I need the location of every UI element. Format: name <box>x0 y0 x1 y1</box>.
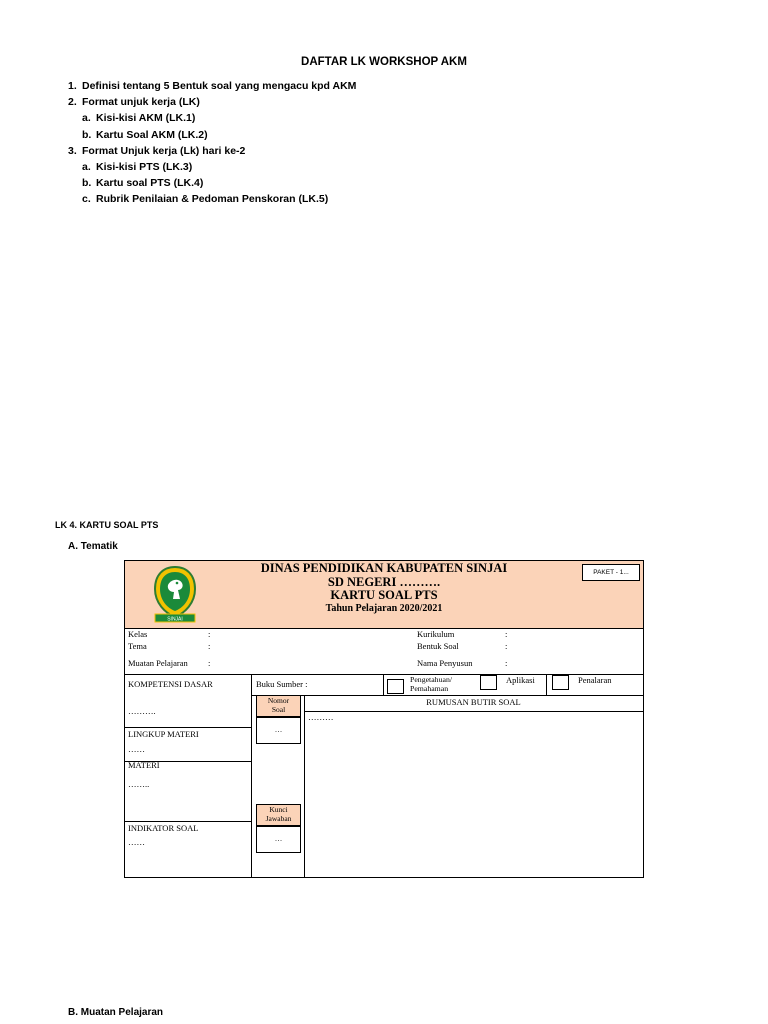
kunci-jawaban-label: Kunci Jawaban <box>256 804 301 826</box>
nomor-soal-field[interactable]: … <box>256 717 301 744</box>
label-indikator-soal: INDIKATOR SOAL <box>128 823 199 833</box>
header-year: Tahun Pelajaran 2020/2021 <box>325 603 443 614</box>
label-kelas: Kelas <box>128 629 148 639</box>
list-item: b. Kartu Soal AKM (LK.2) <box>82 128 208 141</box>
card-header <box>125 561 643 629</box>
kunci-jawaban-field[interactable]: … <box>256 826 301 853</box>
label-kurikulum: Kurikulum <box>417 629 455 639</box>
label-buku-sumber: Buku Sumber : <box>256 679 308 689</box>
divider <box>125 821 251 822</box>
colon: : <box>505 629 508 639</box>
divider <box>125 727 251 728</box>
materi-placeholder: …….. <box>128 779 150 789</box>
list-item: b. Kartu soal PTS (LK.4) <box>82 177 204 190</box>
document-title: DAFTAR LK WORKSHOP AKM <box>301 56 467 68</box>
list-item: c. Rubrik Penilaian & Pedoman Penskoran (LK.5) <box>82 193 329 206</box>
divider <box>304 695 305 878</box>
label-rumusan-butir-soal: RUMUSAN BUTIR SOAL <box>426 697 521 707</box>
svg-text:SINJAI: SINJAI <box>167 616 183 623</box>
header-school: SD NEGERI ………. <box>327 575 441 589</box>
nomor-soal-label: Nomor Soal <box>256 695 301 717</box>
header-dinas: DINAS PENDIDIKAN KABUPATEN SINJAI <box>260 561 508 575</box>
divider <box>251 674 252 878</box>
kartu-soal-card <box>124 560 644 878</box>
colon: : <box>208 629 211 639</box>
paket-box: PAKET - 1... <box>582 564 640 581</box>
colon: : <box>208 658 211 668</box>
section-a-heading: A. Tematik <box>68 541 118 552</box>
label-pengetahuan: Pengetahuan/ Pemahaman <box>410 675 453 693</box>
is-placeholder: …… <box>128 837 145 847</box>
colon: : <box>505 641 508 651</box>
label-bentuk-soal: Bentuk Soal <box>417 641 459 651</box>
rumusan-placeholder[interactable]: ……… <box>308 712 334 722</box>
colon: : <box>505 658 508 668</box>
divider <box>304 711 643 712</box>
kd-placeholder: ………. <box>128 706 156 716</box>
label-muatan: Muatan Pelajaran <box>128 658 188 668</box>
label-kompetensi-dasar: KOMPETENSI DASAR <box>128 679 213 689</box>
header-card-title: KARTU SOAL PTS <box>330 588 438 602</box>
label-tema: Tema <box>128 641 147 651</box>
label-materi: MATERI <box>128 760 160 770</box>
divider <box>251 695 643 696</box>
label-penalaran: Penalaran <box>578 675 612 685</box>
divider <box>383 674 384 695</box>
list-item: a. Kisi-kisi AKM (LK.1) <box>82 112 196 125</box>
divider <box>546 674 547 695</box>
list-item: a. Kisi-kisi PTS (LK.3) <box>82 161 193 174</box>
section-b-heading: B. Muatan Pelajaran <box>68 1007 164 1018</box>
list-item: 1. Definisi tentang 5 Bentuk soal yang mengacu kpd AKM <box>68 80 357 92</box>
label-aplikasi: Aplikasi <box>506 675 535 685</box>
aplikasi-checkbox[interactable] <box>480 675 497 690</box>
list-item: 3. Format Unjuk kerja (Lk) hari ke-2 <box>68 144 246 157</box>
pengetahuan-checkbox[interactable] <box>387 679 404 694</box>
label-nama-penyusun: Nama Penyusun <box>417 658 473 668</box>
lk4-heading: LK 4. KARTU SOAL PTS <box>55 520 159 530</box>
workshop-list <box>68 78 356 208</box>
label-lingkup-materi: LINGKUP MATERI <box>128 729 199 739</box>
penalaran-checkbox[interactable] <box>552 675 569 690</box>
colon: : <box>208 641 211 651</box>
list-item: 2. Format unjuk kerja (LK) <box>68 96 200 109</box>
lm-placeholder: …… <box>128 744 145 754</box>
